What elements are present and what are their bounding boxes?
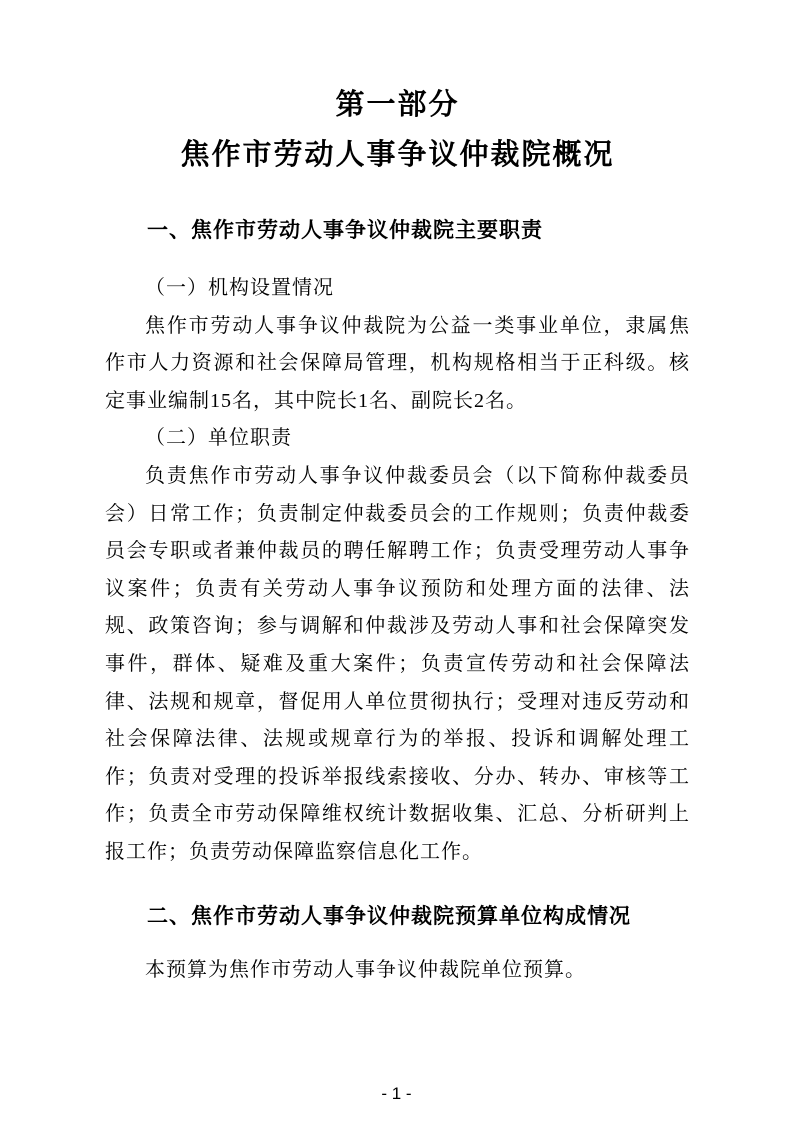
- unit-duties-paragraph: 负责焦作市劳动人事争议仲裁委员会（以下简称仲裁委员会）日常工作；负责制定仲裁委员会的工作规则；负责仲裁委员会专职或者兼仲裁员的聘任解聘工作；负责受理劳动人事争议案件；负责有关劳动人事争议预防和处理方面的法律、法规、政策咨询；参与调解和仲裁涉及劳动人事和社会保障突发事件，群体、疑难及重大案件；负责宣传劳动和社会保障法律、法规和规章，督促用人单位贯彻执行；受理对违反劳动和社会保障法律、法规或规章行为的举报、投诉和调解处理工作；负责对受理的投诉举报线索接收、分办、转办、审核等工作；负责全市劳动保障维权统计数据收集、汇总、分析研判上报工作；负责劳动保障监察信息化工作。: [105, 464, 690, 863]
- section-2-heading: 二、焦作市劳动人事争议仲裁院预算单位构成情况: [147, 904, 631, 928]
- doc-title-name: 焦作市劳动人事争议仲裁院概况: [180, 139, 615, 171]
- budget-unit-paragraph: 本预算为焦作市劳动人事争议仲裁院单位预算。: [145, 958, 586, 981]
- doc-title-part: 第一部分: [335, 89, 460, 121]
- subsection-1-heading: （一）机构设置情况: [145, 277, 334, 299]
- section-1-heading: 一、焦作市劳动人事争议仲裁院主要职责: [147, 219, 543, 242]
- org-setup-paragraph: 焦作市劳动人事争议仲裁院为公益一类事业单位，隶属焦作市人力资源和社会保障局管理，机构规格相当于正科级。核定事业编制15名，其中院长1名、副院长2名。: [105, 314, 690, 412]
- subsection-2-heading: （二）单位职责: [145, 427, 292, 450]
- page-number: - 1 -: [381, 1084, 412, 1103]
